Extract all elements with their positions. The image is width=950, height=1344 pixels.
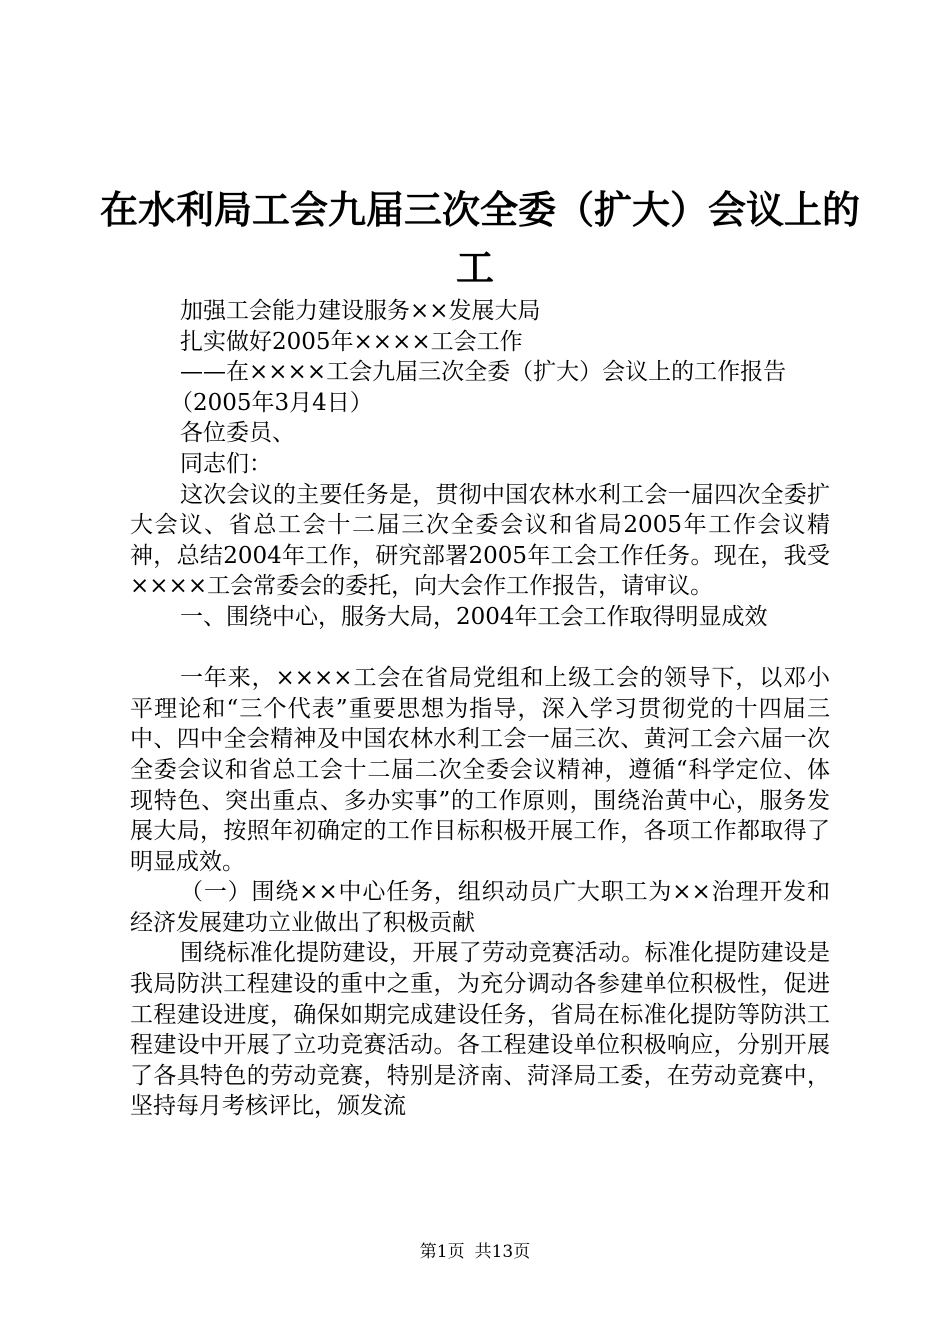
subsection-heading-1: （一）围绕××中心任务，组织动员广大职工为××治理开发和经济发展建功立业做出了积极贡献 bbox=[130, 879, 830, 936]
paragraph-labor-competition: 围绕标准化提防建设，开展了劳动竞赛活动。标准化提防建设是我局防洪工程建设的重中之重，为充分调动各参建单位积极性，促进工程建设进度，确保如期完成建设任务，省局在标准化提防等防洪工程建设中开展了立功竞赛活动。各工程建设单位积极响应，分别开展了各具特色的劳动竞赛，特别是济南、菏泽局工委，在劳动竞赛中，坚持每月考核评比，颁发流 bbox=[130, 940, 830, 1120]
paragraph-intro: 这次会议的主要任务是，贯彻中国农林水利工会一届四次全委扩大会议、省总工会十二届三次全委会议和省局2005年工作会议精神，总结2004年工作，研究部署2005年工会工作任务。现在，我受××××工会常委会的委托，向大会作工作报告，请审议。 bbox=[130, 481, 830, 600]
page-number: 第1页 bbox=[419, 1242, 465, 1262]
report-date: （2005年3月4日） bbox=[170, 389, 373, 416]
salutation-comrades: 同志们： bbox=[180, 450, 272, 477]
subtitle-line-2: 扎实做好2005年××××工会工作 bbox=[180, 328, 523, 355]
page-footer bbox=[0, 1240, 950, 1264]
page-total: 共13页 bbox=[474, 1242, 531, 1262]
salutation-members: 各位委员、 bbox=[180, 420, 295, 447]
subtitle-line-1: 加强工会能力建设服务××发展大局 bbox=[180, 298, 541, 324]
document-title-line-2: 工 bbox=[455, 245, 494, 290]
document-title-line-1: 在水利局工会九届三次全委（扩大）会议上的 bbox=[100, 187, 861, 232]
paragraph-summary: 一年来，××××工会在省局党组和上级工会的领导下，以邓小平理论和“三个代表”重要思想为指导，深入学习贯彻党的十四届三中、四中全会精神及中国农林水利工会一届三次、黄河工会六届一次全委会议和省总工会十二届二次全委会议精神，遵循“科学定位、体现特色、突出重点、多办实事”的工作原则，围绕治黄中心，服务发展大局，按照年初确定的工作目标积极开展工作，各项工作都取得了明显成效。 bbox=[130, 665, 830, 875]
section-heading-1: 一、围绕中心，服务大局，2004年工会工作取得明显成效 bbox=[180, 603, 768, 630]
blank-line bbox=[130, 633, 830, 664]
subtitle-line-3: ——在××××工会九届三次全委（扩大）会议上的工作报告 bbox=[180, 359, 787, 386]
document-body bbox=[130, 296, 830, 1122]
